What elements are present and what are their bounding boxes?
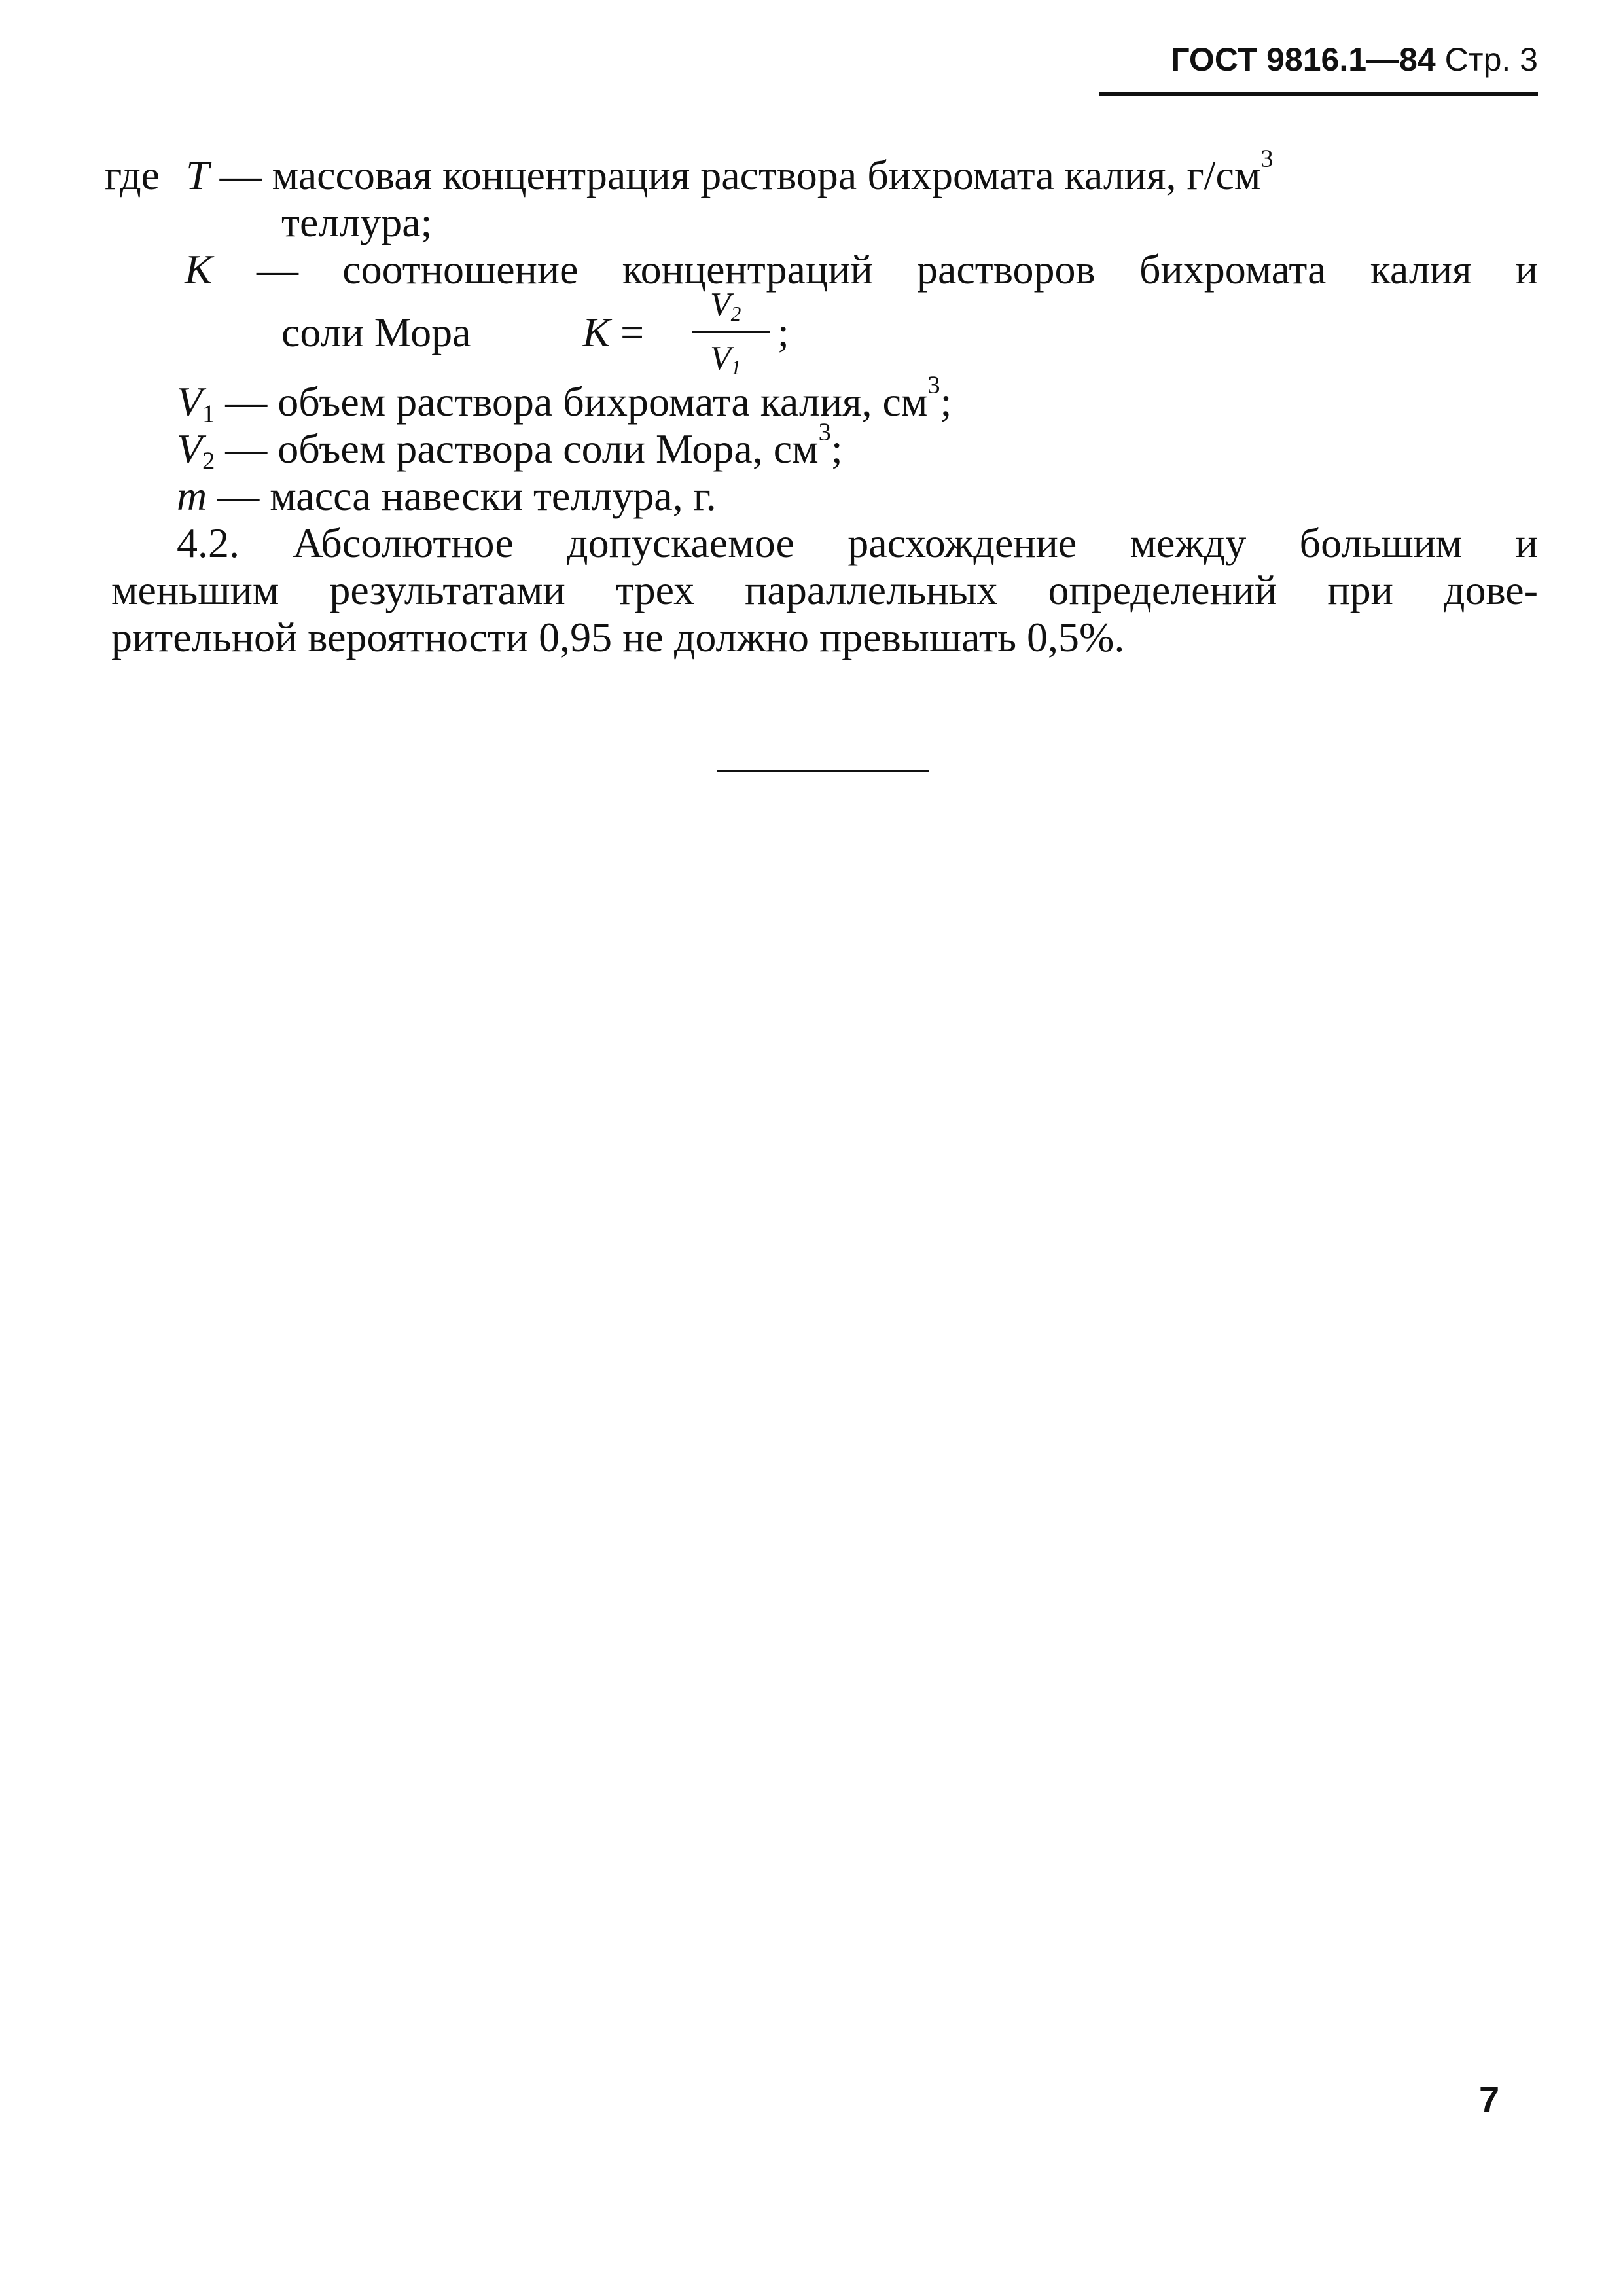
superscript: 3 [1260,145,1274,173]
section-end-rule [717,770,929,772]
dash: — [219,152,262,198]
dash: — [225,425,268,472]
definition-t-text: массовая концентрация раствора бихромата калия, г/см [272,152,1261,198]
formula-lhs: K [582,309,611,355]
definition-v1-text: объем раствора бихромата калия, см [277,378,928,425]
fraction-denominator: $V_1$ [710,340,741,379]
formula-semicolon: ; [777,309,789,355]
symbol-k: K [185,246,213,293]
document-code: ГОСТ 9816.1—84 [1171,41,1436,78]
formula-equals: = [620,309,645,355]
definition-v2: $V_2$ — объем раствора соли Мора, $см^3$; [177,418,843,475]
definition-t [105,145,1538,199]
paragraph-4-2-line-1: 4.2. Абсолютное допускаемое расхождение между большим и [177,520,1538,566]
subscript: 1 [202,400,215,428]
dash: — [225,378,268,425]
definition-k-text: соотношение концентраций растворов бихромата калия и [342,246,1539,293]
symbol-t: T [186,152,209,198]
symbol-v: V [177,378,203,425]
superscript: 3 [818,418,831,446]
definition-t-continuation: теллура; [281,199,433,245]
fraction-bar [692,331,770,333]
definition-v1: $V_1$ — объем раствора бихромата калия, $см^3$; [177,371,952,428]
paragraph-4-2-line-2: меньшим результатами трех параллельных определений при дове- [111,567,1538,613]
page-header [1099,41,1538,79]
paragraph-4-2-line-3: рительной вероятности 0,95 не должно превышать 0,5%. [111,614,1125,660]
definition-m [177,473,717,520]
page-label: Стр. 3 [1444,41,1538,78]
dash: — [217,473,260,519]
header-rule [1099,92,1538,96]
definition-k-continuation: соли Мора [281,309,471,355]
symbol-v: V [177,425,203,472]
where-word: где [105,152,160,198]
fraction-numerator: $V_2$ [710,286,741,325]
symbol-m: m [177,473,207,519]
dash: — [256,246,298,293]
definition-v2-text: объем раствора соли Мора, см [277,425,819,472]
subscript: 2 [202,447,215,475]
superscript: 3 [927,371,940,399]
page-number: 7 [1479,2079,1500,2120]
definition-k [185,246,1538,293]
definition-m-text: масса навески теллура, г. [270,473,717,519]
